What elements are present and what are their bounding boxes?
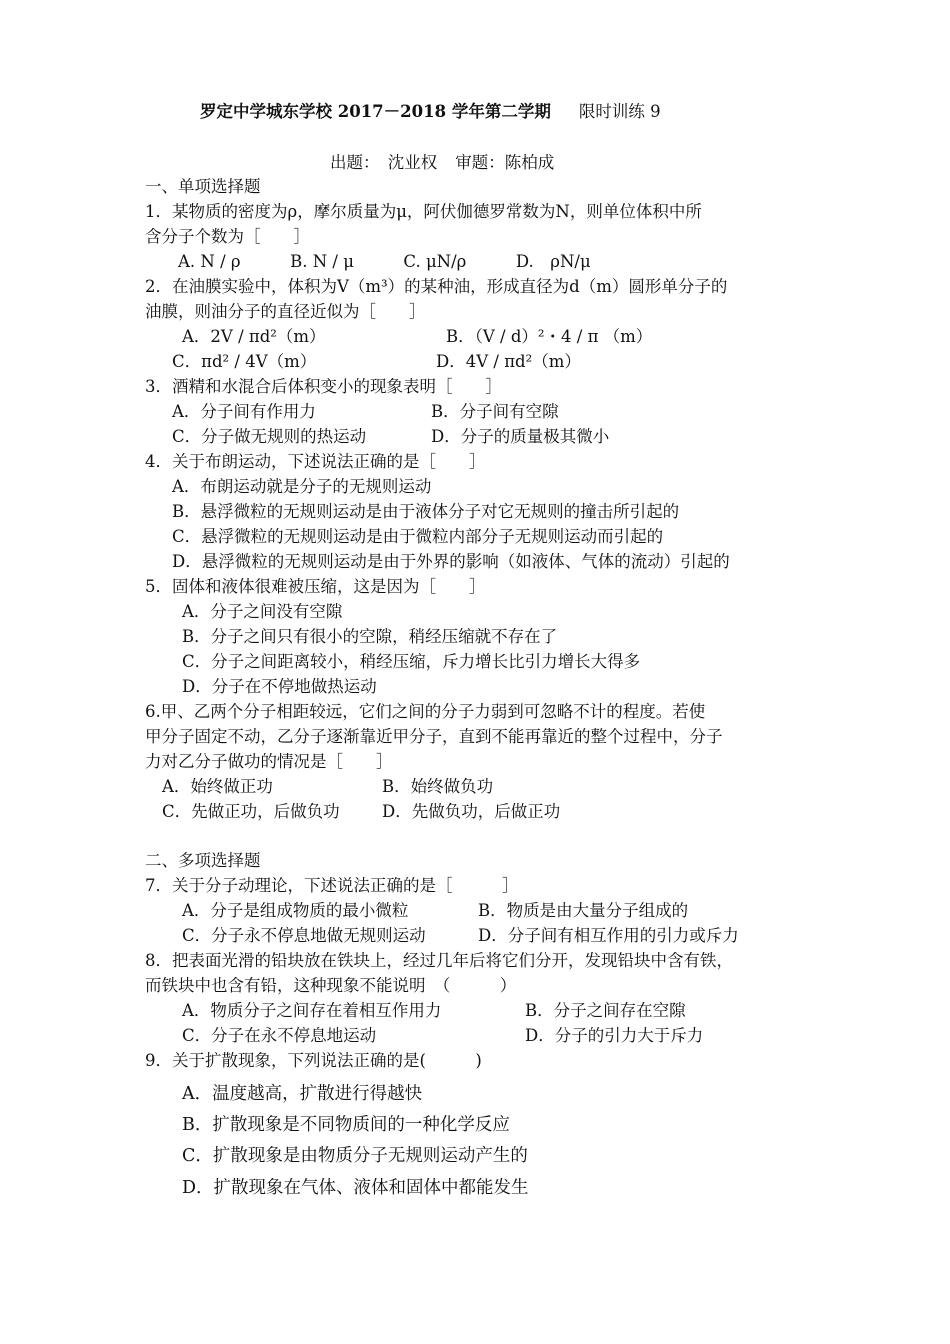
q9-option-d: D．扩散现象在气体、液体和固体中都能发生: [182, 1178, 529, 1198]
q6-option-d: D．先做负功，后做正功: [382, 802, 561, 821]
q6-stem-line1: 6.甲、乙两个分子相距较远，它们之间的分子力弱到可忽略不计的程度。若使: [145, 702, 706, 721]
q1-options: A. N / ρ B. N / μ C. μN/ρ D. ρN/μ: [178, 252, 591, 271]
q6-stem-line2: 甲分子固定不动，乙分子逐渐靠近甲分子，直到不能再靠近的整个过程中，分子: [145, 727, 723, 746]
q2-stem-line1: 2．在油膜实验中，体积为V（m³）的某种油，形成直径为d（m）圆形单分子的: [145, 277, 728, 296]
q6-option-a: A．始终做正功: [162, 777, 273, 796]
q3-stem: 3．酒精和水混合后体积变小的现象表明［ ］: [145, 377, 502, 396]
setter: 出题： 沈业权: [330, 153, 438, 172]
q7-option-d: D．分子间有相互作用的引力或斥力: [478, 926, 739, 945]
q6-option-b: B．始终做负功: [382, 777, 494, 796]
q6-option-c: C．先做正功，后做负功: [162, 802, 340, 821]
q8-stem-line2: 而铁块中也含有铅，这种现象不能说明 （ ）: [145, 976, 517, 995]
q7-stem: 7．关于分子动理论，下述说法正确的是［ ］: [145, 876, 519, 895]
q7-option-b: B．物质是由大量分子组成的: [478, 901, 689, 920]
q8-option-a: A．物质分子之间存在着相互作用力: [182, 1001, 442, 1020]
q8-option-d: D．分子的引力大于斥力: [525, 1026, 704, 1045]
q7-option-a: A．分子是组成物质的最小微粒: [182, 901, 409, 920]
q8-stem-line1: 8．把表面光滑的铅块放在铁块上，经过几年后将它们分开，发现铅块中含有铁，: [145, 951, 733, 970]
section-heading-multi: 二、多项选择题: [145, 851, 261, 870]
q3-option-b: B．分子间有空隙: [431, 402, 559, 421]
q4-option-c: C．悬浮微粒的无规则运动是由于微粒内部分子无规则运动而引起的: [172, 527, 664, 546]
q3-option-c: C．分子做无规则的热运动: [172, 427, 367, 446]
q9-stem: 9．关于扩散现象，下列说法正确的是( ): [145, 1051, 482, 1070]
q5-option-d: D．分子在不停地做热运动: [182, 677, 377, 696]
q4-option-a: A．布朗运动就是分子的无规则运动: [172, 477, 432, 496]
q9-option-a: A．温度越高，扩散进行得越快: [182, 1084, 423, 1104]
reviewer: 审题：陈柏成: [455, 153, 555, 172]
q3-option-d: D．分子的质量极其微小: [431, 427, 610, 446]
q2-option-a: A．2V / πd²（m）: [182, 327, 326, 346]
q9-option-c: C．扩散现象是由物质分子无规则运动产生的: [182, 1146, 528, 1166]
q2-option-c: C．πd² / 4V（m）: [172, 352, 317, 371]
q7-option-c: C．分子永不停息地做无规则运动: [182, 926, 426, 945]
exam-subtitle: 限时训练 9: [578, 102, 661, 121]
q9-option-b: B．扩散现象是不同物质间的一种化学反应: [182, 1115, 510, 1135]
section-heading-single: 一、单项选择题: [145, 177, 261, 196]
q1-stem-line1: 1．某物质的密度为ρ，摩尔质量为μ，阿伏伽德罗常数为N，则单位体积中所: [145, 202, 702, 221]
q3-option-a: A．分子间有作用力: [172, 402, 316, 421]
q1-stem-line2: 含分子个数为［ ］: [145, 227, 310, 246]
q5-option-c: C．分子之间距离较小，稍经压缩，斥力增长比引力增长大得多: [182, 652, 641, 671]
exam-title: 罗定中学城东学校 2017－2018 学年第二学期: [200, 102, 551, 121]
q8-option-c: C．分子在永不停息地运动: [182, 1026, 377, 1045]
page-title: [200, 101, 661, 123]
q5-option-b: B．分子之间只有很小的空隙，稍经压缩就不存在了: [182, 627, 558, 646]
q2-option-b: B．（V / d）²・4 / π （m）: [446, 327, 653, 346]
author-line: [330, 152, 554, 174]
q8-option-b: B．分子之间存在空隙: [525, 1001, 686, 1020]
q5-option-a: A．分子之间没有空隙: [182, 602, 343, 621]
q4-option-b: B．悬浮微粒的无规则运动是由于液体分子对它无规则的撞击所引起的: [172, 502, 680, 521]
q6-stem-line3: 力对乙分子做功的情况是［ ］: [145, 752, 393, 771]
q4-option-d: D．悬浮微粒的无规则运动是由于外界的影响（如液体、气体的流动）引起的: [172, 552, 730, 571]
q4-stem: 4．关于布朗运动，下述说法正确的是［ ］: [145, 452, 486, 471]
q2-option-d: D．4V / πd²（m）: [436, 352, 581, 371]
q2-stem-line2: 油膜，则油分子的直径近似为［ ］: [145, 302, 426, 321]
q5-stem: 5．固体和液体很难被压缩，这是因为［ ］: [145, 577, 486, 596]
